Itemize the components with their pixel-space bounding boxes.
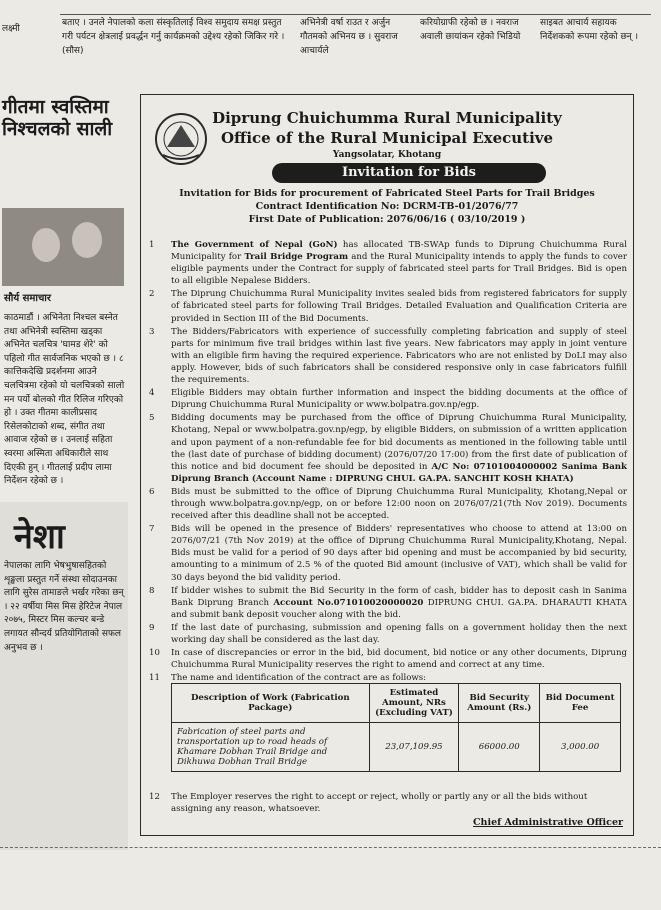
item-text-run: Eligible Bidders may obtain further information and inspect the bidding documents at the office of Diprung Chuichumma Rural Municipality or www.bolpatra.gov.np/egp. (171, 388, 627, 411)
item-text (171, 326, 627, 386)
cut-line (0, 847, 661, 848)
top-column-4: साइबत आचार्य सहायक निर्देशकको रूपमा रहेको छन् । (540, 18, 639, 42)
top-column-1: बताए । उनले नेपालको कला संस्कृतिलाई विश्व समुदाय समक्ष प्रस्तुत गरी पर्यटन क्षेत्रलाई प्रवर्द्धन गर्नु कार्यक्रमको उद्देश्य रहेको जिकिर गरे । (सौस) (62, 18, 285, 56)
column-header: Description of Work (Fabrication Package) (172, 684, 370, 723)
notice-item (149, 326, 627, 386)
item-text-run: Bidding documents may be purchased from the office of Diprung Chuichumma Rural Municipality, Khotang, Nepal or www.bolpatra.gov.np/egp, by eligible Bidders, on submission of a written application and upon payment of a non-refundable fee for bid documents as mentioned in the following table until the (last date of purchase of bidding document) (2076/07/20 17:00) from the first date of publication of this notice and bid document fee should be deposited in (171, 413, 627, 472)
item-text-run: The Government of Nepal (GoN) (171, 240, 338, 250)
location: Yangsolatar, Khotang (332, 150, 442, 160)
notice-item (149, 387, 627, 411)
estimated-amount: 23,07,109.95 (369, 723, 459, 772)
notice-item (149, 791, 627, 815)
item-text (171, 412, 627, 485)
item-text (171, 622, 627, 646)
item-text-run: A/C No: 07101004000002 Sanima Bank Diprung Branch (Account Name : DIPRUNG CHUI. GA.PA. SANCHIT KOSH KHATA) (171, 461, 627, 484)
work-description: Fabrication of steel parts and transportation up to road heads of Khamare Dobhan Trail Bridge and Dikhuwa Dobhan Trail Bridge (172, 723, 370, 772)
notice-item (149, 239, 627, 287)
notice-banner: Invitation for Bids (272, 163, 546, 183)
left-column-headline: नेशा (14, 517, 65, 557)
item-number: 9 (149, 622, 155, 633)
item-text (171, 585, 627, 621)
column-header: Bid Document Fee (540, 684, 621, 723)
item-number: 8 (149, 585, 155, 596)
item-number: 2 (149, 289, 155, 300)
item-text-run: The name and identification of the contract are as follows: (171, 673, 427, 684)
item-text (171, 288, 627, 324)
municipality-name: Diprung Chuichumma Rural Municipality (212, 109, 562, 127)
item-text (171, 523, 627, 583)
item-text (171, 239, 627, 287)
top-strip (0, 0, 661, 90)
section-label: सौर्य समाचार (4, 293, 51, 304)
item-number: 1 (149, 240, 155, 250)
item-number: 12 (149, 792, 160, 802)
notice-item (149, 412, 627, 485)
notice-items (149, 239, 627, 685)
table-header-row (172, 684, 621, 723)
item-text-run: Bids must be submitted to the office of Diprung Chuichumma Rural Municipality, Khotang,Nepal or through www.bolpatra.gov.np/egp, on or before 12:00 noon on 2076/07/21(7th Nov 2019). Documents received after this deadline shall not be accepted. (171, 486, 627, 522)
left-column (0, 90, 128, 850)
notice-item (149, 523, 627, 583)
item-number: 10 (149, 648, 160, 659)
item-text-run: DIPRUNG CHUI. GA.PA. DHARAUTI KHATA and submit bank deposit voucher along with the bid. (171, 597, 628, 620)
subtitle: Invitation for Bids for procurement of Fabricated Steel Parts for Trail Bridges (179, 188, 595, 199)
bid-notice (140, 94, 634, 836)
notice-item (149, 288, 627, 324)
left-edge-text: लक्ष्मी (2, 24, 20, 34)
item-text (171, 387, 627, 411)
item-text (171, 647, 627, 671)
top-column-2: अभिनेत्री वर्षा राउत र अर्जुन गौतमको अभिनय छ । सुवराज आचार्यले (300, 18, 398, 56)
publication-date: First Date of Publication: 2076/06/16 ( 03/10/2019 ) (248, 214, 526, 225)
column-header: Estimated Amount, NRs (Excluding VAT) (369, 684, 459, 723)
contract-id: Contract Identification No: DCRM-TB-01/2076/77 (255, 201, 519, 212)
contract-table (171, 683, 621, 772)
item-text-run: If the last date of purchasing, submission and opening falls on a government holiday then the next working day shall be considered as the last day. (171, 622, 627, 645)
bid-security: 66000.00 (459, 723, 540, 772)
couple-photo (2, 208, 124, 286)
notice-item (149, 622, 627, 646)
top-rule (60, 14, 651, 15)
notice-item (149, 647, 627, 671)
left-column-body-2: नेपालका लागि भेषभुषासहितको शृङ्खला प्रस्तुत गर्ने संस्था सोदाउनका लागि सुरेस तामाङले भर्खर गरेका छन् । २२ वर्षीया मिस मिस हेरिटेज नेपाल २०७५, मिस्टर मिस कल्चर बन्डे लगायत सौन्दर्य प्रतियोगिताको सफल अनुभव छ । (4, 561, 124, 653)
item-number: 6 (149, 486, 155, 497)
item-text-run: Account No.071010020000020 (273, 597, 424, 608)
table-row (172, 723, 621, 772)
item-text: The Employer reserves the right to accept or reject, wholly or partly any or all the bids without assigning any reason, whatsoever. (171, 792, 588, 815)
office-name: Office of the Rural Municipal Executive (220, 129, 554, 147)
signature: Chief Administrative Officer (473, 817, 623, 828)
item-text-run: Trail Bridge Program (244, 252, 349, 263)
photo-face (32, 228, 60, 262)
left-column-body: काठमाडौं । अभिनेता निश्चल बस्नेत तथा अभिनेत्री स्वस्तिमा खड्का अभिनेत चलचित्र 'घामड शेरे' को पहिलो गीत सार्वजनिक भएको छ । ८ कात्तिकदेखि प्रदर्शनमा आउने चलचित्रमा रहेको यो चलचित्रको सालो मन पर्यो बोलको गीत रिलिज गरिएको हो । उक्त गीतमा कालीप्रसाद रिसेलकोटाको शब्द, संगीत तथा आवाज रहेको छ । उनलाई सहिता स्वरमा अस्मिता अधिकारीले साथ दिएकी हुन् । गीतलाई प्रदीप लामा निर्देशन रहेको छ । (4, 313, 125, 487)
item-text-run: has allocated TB-SWAp funds to Diprung Chuichumma Rural Municipality for (171, 240, 627, 263)
item-number: 7 (149, 524, 155, 535)
item-text-run: The Diprung Chuichumma Rural Municipality invites sealed bids from registered fabricators for supply of fabricated steel parts for following Trail Bridges. Detailed Evaluation and Qualification Criteria are provided in Section III of the Bid Documents. (171, 289, 627, 324)
item-text-run: and the Rural Municipality intends to apply the funds to cover eligible payments under the Contract for supply of fabricated steel parts for Trail Bridges. Bid is open to all eligible Nepalese Bidders. (171, 252, 627, 287)
item-text-run: Bids will be opened in the presence of Bidders' representatives who choose to attend at 13:00 on 2076/07/21 (7th Nov 2019) at the office of Diprung Chuichumma Rural Municipality,Khotang, Nepal. Bids must be valid for a period of 90 days after bid opening and must be accompanied by bid security, amounting to a minimum of 2.5 % of the quoted Bid amount (inclusive of VAT), which shall be valid for 30 days beyond the bid validity period. (171, 524, 627, 583)
item-text-run: The Bidders/Fabricators with experience of successfully completing fabrication and supply of steel parts for minimum five trail bridges within last five years. New fabricators may apply in joint venture with an eligible firm having the required experience. Fabricators who are not enlisted by DoLI may also apply. However, bids of such fabricators shall be considered responsive only in case fabricators fulfill the requirements. (171, 326, 627, 386)
top-column-3: करियोग्राफी रहेको छ । नवराज अवाली छायांकन रहेको भिडियो (420, 18, 521, 42)
item-number: 5 (149, 413, 155, 424)
left-column-title: गीतमा स्वस्तिमा निश्चलको साली (2, 96, 113, 140)
document-fee: 3,000.00 (540, 723, 621, 772)
item-number: 4 (149, 388, 155, 399)
photo-face (72, 222, 102, 258)
item-text-run: In case of discrepancies or error in the bid, bid document, bid notice or any other documents, Diprung Chuichumma Rural Municipality reserves the right to amend and correct at any time. (171, 648, 627, 671)
item-number: 11 (149, 673, 160, 684)
column-header: Bid Security Amount (Rs.) (459, 684, 540, 723)
notice-item (149, 486, 627, 522)
item-number: 3 (149, 326, 155, 337)
item-text-run: If bidder wishes to submit the Bid Security in the form of cash, bidder has to deposit cash in Sanima Bank Diprung Branch (171, 585, 627, 608)
item-text (171, 486, 627, 522)
notice-item (149, 585, 627, 621)
